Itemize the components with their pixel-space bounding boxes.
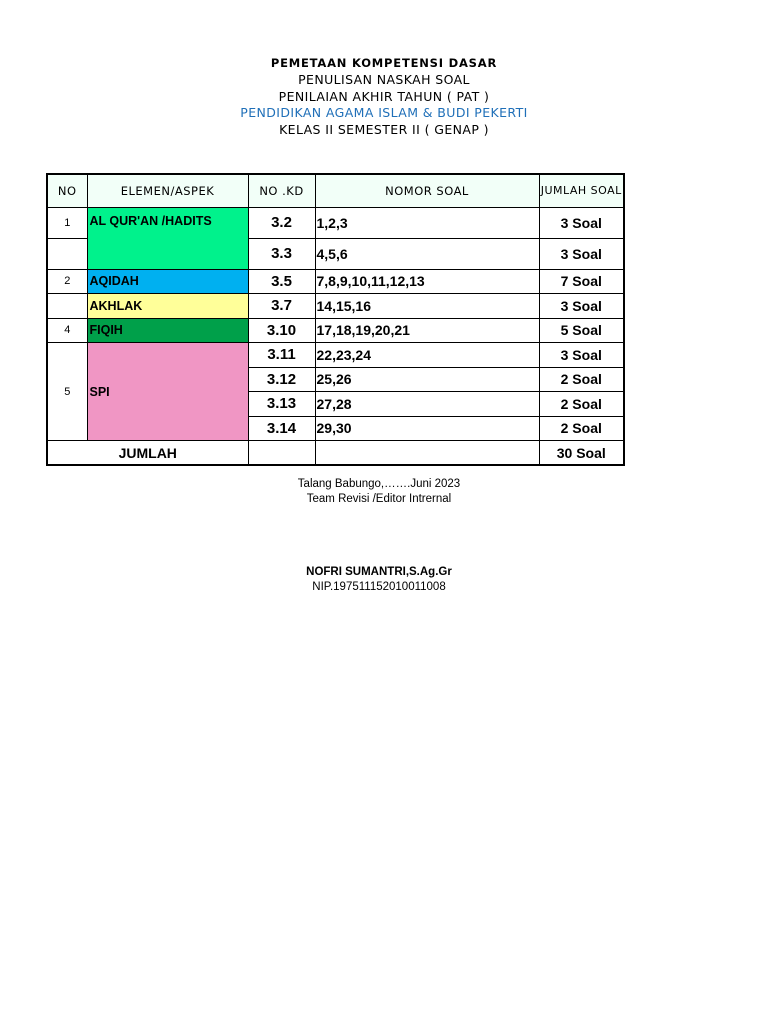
row-jumlah-soal: 3 Soal <box>539 294 624 319</box>
row-no <box>47 294 87 319</box>
total-kd-empty <box>248 441 315 466</box>
total-nomor <box>315 441 539 466</box>
table-row <box>47 269 624 294</box>
subtitle-line-2: PENILAIAN AKHIR TAHUN ( PAT ) <box>278 89 490 104</box>
header-aspek: ELEMEN/ASPEK <box>87 174 248 207</box>
document-title: PEMETAAN KOMPETENSI DASAR <box>270 56 498 70</box>
row-kd: 3.12 <box>248 367 315 392</box>
total-row <box>47 441 624 466</box>
table-row <box>47 318 624 343</box>
signatory-name: NOFRI SUMANTRI,S.Ag.Gr <box>306 566 452 578</box>
row-jumlah-soal: 7 Soal <box>539 269 624 294</box>
row-nomor-soal: 17,18,19,20,21 <box>315 318 539 343</box>
row-jumlah-soal: 3 Soal <box>539 207 624 238</box>
row-no: 1 <box>47 207 87 238</box>
total-jumlah-soal: 30 Soal <box>539 441 624 466</box>
aspek-alquran: AL QUR'AN /HADITS <box>87 207 248 269</box>
row-nomor-soal: 27,28 <box>315 392 539 417</box>
aspek-spi: SPI <box>87 343 248 441</box>
table-row <box>47 294 624 319</box>
row-jumlah-soal: 5 Soal <box>539 318 624 343</box>
row-kd: 3.11 <box>248 343 315 368</box>
aspek-fiqih: FIQIH <box>87 318 248 343</box>
row-jumlah-soal: 2 Soal <box>539 416 624 441</box>
row-nomor-soal: 25,26 <box>315 367 539 392</box>
header-jumlah-soal: JUMLAH SOAL <box>539 174 624 207</box>
row-nomor-soal: 29,30 <box>315 416 539 441</box>
row-nomor-soal: 4,5,6 <box>315 238 539 269</box>
row-jumlah-soal: 3 Soal <box>539 343 624 368</box>
table-row <box>47 207 624 238</box>
subject-line: PENDIDIKAN AGAMA ISLAM & BUDI PEKERTI <box>240 105 528 120</box>
row-kd: 3.2 <box>248 207 315 238</box>
header-kd: NO .KD <box>248 174 315 207</box>
aspek-aqidah: AQIDAH <box>87 269 248 294</box>
team-label: Team Revisi /Editor Intrernal <box>306 493 452 505</box>
header-no: NO <box>47 174 87 207</box>
row-nomor-soal: 1,2,3 <box>315 207 539 238</box>
row-nomor-soal: 22,23,24 <box>315 343 539 368</box>
table-header-row <box>47 174 624 207</box>
row-no: 2 <box>47 269 87 294</box>
row-nomor-soal: 7,8,9,10,11,12,13 <box>315 269 539 294</box>
row-jumlah-soal: 3 Soal <box>539 238 624 269</box>
row-kd: 3.3 <box>248 238 315 269</box>
subtitle-line-1: PENULISAN NASKAH SOAL <box>298 72 470 87</box>
row-nomor-soal: 14,15,16 <box>315 294 539 319</box>
total-label: JUMLAH <box>47 441 248 466</box>
row-kd: 3.5 <box>248 269 315 294</box>
row-jumlah-soal: 2 Soal <box>539 392 624 417</box>
row-kd: 3.10 <box>248 318 315 343</box>
class-line: KELAS II SEMESTER II ( GENAP ) <box>279 122 489 137</box>
row-kd: 3.13 <box>248 392 315 417</box>
signatory-nip: NIP.197511152010011008 <box>312 581 446 593</box>
table-row <box>47 343 624 368</box>
row-no: 5 <box>47 343 87 441</box>
row-kd: 3.7 <box>248 294 315 319</box>
row-no <box>47 238 87 269</box>
aspek-akhlak: AKHLAK <box>87 294 248 319</box>
competency-table <box>46 173 625 466</box>
header-nomor-soal: NOMOR SOAL <box>315 174 539 207</box>
row-no: 4 <box>47 318 87 343</box>
place-date: Talang Babungo,…….Juni 2023 <box>297 478 461 490</box>
row-jumlah-soal: 2 Soal <box>539 367 624 392</box>
row-kd: 3.14 <box>248 416 315 441</box>
